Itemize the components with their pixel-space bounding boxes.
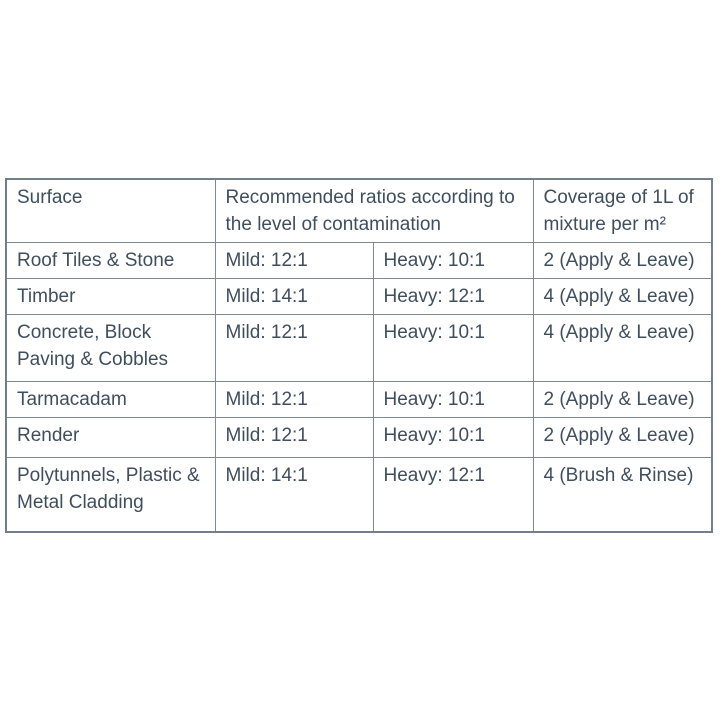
mild-ratio-cell: Mild: 12:1: [215, 382, 373, 418]
coverage-cell: 2 (Apply & Leave): [533, 243, 712, 279]
heavy-ratio-cell: Heavy: 10:1: [373, 243, 533, 279]
column-header-coverage: Coverage of 1L of mixture per m²: [533, 179, 712, 243]
coverage-cell: 2 (Apply & Leave): [533, 382, 712, 418]
coverage-cell: 4 (Apply & Leave): [533, 315, 712, 382]
table-row: [6, 382, 712, 418]
table-container: [5, 178, 711, 533]
mild-ratio-cell: Mild: 12:1: [215, 418, 373, 458]
mild-ratio-cell: Mild: 12:1: [215, 315, 373, 382]
table-row: [6, 418, 712, 458]
surface-cell: Tarmacadam: [6, 382, 215, 418]
heavy-ratio-cell: Heavy: 10:1: [373, 315, 533, 382]
coverage-cell: 2 (Apply & Leave): [533, 418, 712, 458]
surface-cell: Timber: [6, 279, 215, 315]
mild-ratio-cell: Mild: 14:1: [215, 279, 373, 315]
mild-ratio-cell: Mild: 12:1: [215, 243, 373, 279]
heavy-ratio-cell: Heavy: 12:1: [373, 279, 533, 315]
table-row: [6, 458, 712, 532]
coverage-cell: 4 (Brush & Rinse): [533, 458, 712, 532]
header-row: [6, 179, 712, 243]
coverage-cell: 4 (Apply & Leave): [533, 279, 712, 315]
column-header-ratios: Recommended ratios according to the level of contamination: [215, 179, 533, 243]
table-row: [6, 315, 712, 382]
table-row: [6, 243, 712, 279]
column-header-surface: Surface: [6, 179, 215, 243]
surface-cell: Render: [6, 418, 215, 458]
surface-treatment-table: [5, 178, 713, 533]
surface-cell: Roof Tiles & Stone: [6, 243, 215, 279]
heavy-ratio-cell: Heavy: 10:1: [373, 382, 533, 418]
heavy-ratio-cell: Heavy: 10:1: [373, 418, 533, 458]
heavy-ratio-cell: Heavy: 12:1: [373, 458, 533, 532]
mild-ratio-cell: Mild: 14:1: [215, 458, 373, 532]
table-row: [6, 279, 712, 315]
surface-cell: Concrete, Block Paving & Cobbles: [6, 315, 215, 382]
surface-cell: Polytunnels, Plastic & Metal Cladding: [6, 458, 215, 532]
